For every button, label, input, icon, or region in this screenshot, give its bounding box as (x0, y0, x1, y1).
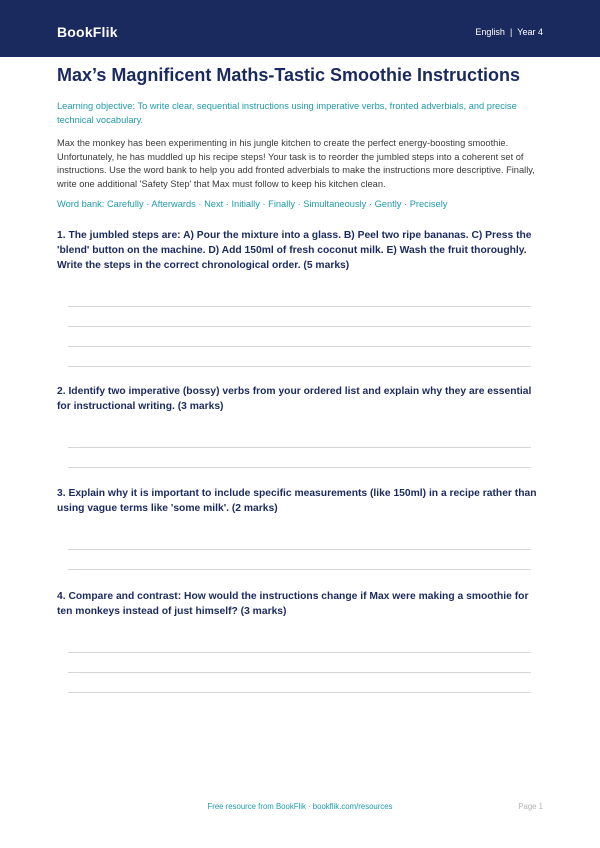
word-bank: Word bank: Carefully · Afterwards · Next · Initially · Finally · Simultaneously · Gently · Precisely (57, 199, 448, 209)
brand-logo: BookFlik (57, 24, 118, 40)
question-4: 4. Compare and contrast: How would the instructions change if Max were making a smoothie for ten monkeys instead of just himself? (3 marks) (57, 591, 529, 617)
answer-line[interactable] (68, 326, 531, 327)
footer-resource: Free resource from BookFlik · bookflik.com/resources (207, 802, 393, 811)
answer-line[interactable] (68, 692, 531, 693)
learning-objective: Learning objective: To write clear, sequential instructions using imperative verbs, fronted adverbials, and precise technical vocabulary. (57, 101, 517, 125)
meta-separator: | (509, 27, 513, 37)
answer-line[interactable] (68, 569, 531, 570)
answer-line[interactable] (68, 366, 531, 367)
question-1: 1. The jumbled steps are: A) Pour the mixture into a glass. B) Peel two ripe bananas. C) Press the 'blend' button on the machine. D) Add 150ml of fresh coconut milk. E) Wash the fruit thoroughly. Write the steps in the correct chronological order. (5 marks) (57, 230, 532, 271)
subject-label: English (475, 27, 505, 37)
answer-line[interactable] (68, 652, 531, 653)
header-bar (0, 0, 600, 57)
question-3: 3. Explain why it is important to include specific measurements (like 150ml) in a recipe rather than using vague terms like 'some milk'. (2 marks) (57, 488, 537, 514)
subject-year (475, 27, 543, 37)
intro-paragraph: Max the monkey has been experimenting in his jungle kitchen to create the perfect energy-boosting smoothie. Unfortunately, he has muddled up his recipe steps! Your task is to reorder the jumbled steps into a coherent set of instructions. Use the word bank to help you add fronted adverbials to make the instructions more descriptive. Finally, write one additional 'Safety Step' that Max must follow to keep his kitchen clean. (57, 138, 535, 189)
question-2: 2. Identify two imperative (bossy) verbs from your ordered list and explain why they are essential for instructional writing. (3 marks) (57, 386, 532, 412)
answer-line[interactable] (68, 447, 531, 448)
worksheet-title: Max’s Magnificent Maths-Tastic Smoothie Instructions (57, 65, 521, 85)
page-number: Page 1 (518, 802, 543, 811)
answer-line[interactable] (68, 549, 531, 550)
answer-line[interactable] (68, 306, 531, 307)
answer-line[interactable] (68, 467, 531, 468)
answer-line[interactable] (68, 672, 531, 673)
year-label: Year 4 (517, 27, 543, 37)
answer-line[interactable] (68, 346, 531, 347)
